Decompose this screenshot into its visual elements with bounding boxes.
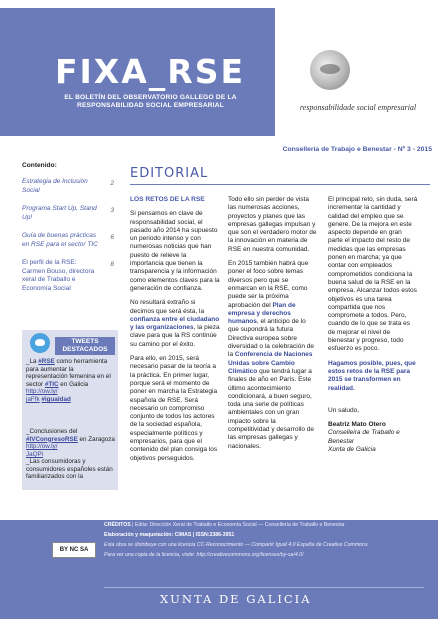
subtitle-line-1: EL BOLETÍN DEL OBSERVATORIO GALLEGO DE LA — [64, 94, 237, 101]
editorial-column-3 — [328, 196, 418, 454]
paragraph: En 2015 también habrá que poner el foco sobre temas diversos pero que se enmarcan en la RSE, como puede ser la próxima aprobación del Plan de empresa y derechos humanos, el anticipo de lo que supondrá la futura Directiva europea sobre diversidad o la celebración de la Conferencia de Naciones Unidas sobre Cambio Climático que tendrá lugar a finales de año en París. Este último acontecimiento condicionará, a buen seguro, toda una serie de políticas ambientales con un gran impacto sobre la competitividad y desarrollo de las empresas gallegas y nacionales. — [228, 260, 314, 450]
paragraph: No resultará extraño si decimos que será ésta, la confianza entre el ciudadano y las organizaciones, la pieza clave para que la RS continúe su camino por el éxito. — [130, 299, 220, 348]
subtitle-line-2: RESPONSABILIDAD SOCIAL EMPRESARIAL — [77, 102, 224, 109]
toc-page: 2 — [110, 180, 114, 187]
contents-heading: Contenido: — [22, 162, 57, 169]
signer-role: Conselleira de Traballo e Benestar — [328, 429, 400, 445]
toc-page: 6 — [110, 234, 114, 241]
rse-logo-text: responsabilidade social empresarial — [299, 103, 417, 112]
paragraph: Para ello, en 2015, será necesario pasar de la teoría a la práctica. En primer lugar, porque será el momento de poner en marcha la Estrategia española de RSE. Será necesario un compromiso conjunto de todos los actores de la sociedad española, especialmente políticos y empresarios, para que el contenido del plan consiga los objetivos perseguidos. — [130, 355, 218, 462]
divider — [104, 587, 424, 588]
toc-label: Programa Start Up, Stand Up! — [22, 205, 97, 221]
toc-item-guia[interactable] — [22, 232, 114, 249]
tweet-url-link[interactable]: jaFfk — [26, 395, 40, 403]
twitter-bird-icon — [30, 333, 50, 353]
publication-subtitle — [38, 94, 263, 110]
publication-title: FIXA_RSE — [54, 52, 246, 91]
greeting: Un saludo, — [328, 406, 360, 414]
tweet-3: _Las consumidoras y consumidores españoles están familiarizados con la — [26, 458, 113, 481]
hashtag-link[interactable]: #TIC — [44, 380, 59, 388]
table-of-contents — [22, 178, 114, 303]
tweet-2 — [26, 428, 116, 458]
tweet-text: en Galicia — [58, 380, 89, 388]
highlight-paragraph: Hagamos posible, pues, que estos retos de la RSE para 2015 se transformen en realidad. — [328, 359, 416, 392]
paragraph: Todo ello sin perder de vista las numerosas acciones, proyectos y planes que las empresas gallegas impulsan y que son el verdadero motor de la innovación en materia de RSE en nuestra comunidad. — [228, 196, 317, 253]
tweet-1 — [26, 358, 116, 404]
tweet-text: en Zaragoza — [77, 435, 115, 443]
toc-label: El perfil de la RSE: Carmen Bouso, directora xeral de Traballo e Economía Social — [22, 259, 95, 292]
signer-name: Beatriz Mato Otero — [328, 421, 386, 429]
hashtag-link[interactable]: #IVCongresoRSE — [26, 435, 78, 443]
tweet-text: como herramienta para aumentar la representación femenina en el sector — [26, 358, 111, 388]
toc-label: Guía de buenas prácticas en RSE para el sector TIC — [22, 232, 98, 248]
rse-logo-icon — [310, 50, 350, 90]
credits-line: Elaboración y maquetación: CIMAS | ISSN:2386-3951 — [104, 532, 235, 538]
masthead — [0, 0, 438, 145]
toc-page: 8 — [110, 261, 114, 268]
organization-logo: XUNTA DE GALICIA — [160, 592, 312, 606]
article-subheading: LOS RETOS DE LA RSE — [130, 196, 205, 203]
hashtag-link[interactable]: #igualdad — [41, 395, 71, 403]
paragraph: Si pensamos en clave de responsabilidad social, el pasado año 2014 ha supuesto un periodo intenso y con numerosas noticias que han puesto de relieve la importancia que tienen la transparencia y la información como elementos claves para la generación de confianza. — [130, 210, 220, 292]
hashtag-link[interactable]: #RSE — [38, 358, 55, 365]
editorial-column-1 — [130, 196, 220, 469]
creative-commons-icon[interactable]: BY NC SA — [52, 542, 96, 558]
tweet-url-link[interactable]: JaQPi — [26, 450, 44, 458]
section-heading-editorial: EDITORIAL — [130, 166, 209, 181]
editorial-column-2 — [228, 196, 318, 457]
tweet-text: _La — [26, 358, 39, 365]
license-line: Esta obra se distribuye con una licencia CC-Reconocimiento — Compartir Igual 4.0 España de Creative Commons — [104, 542, 368, 548]
tweet-text: _Conclusiones del — [26, 428, 78, 435]
credits — [104, 522, 424, 559]
tweet-url-link[interactable]: http://ow.ly/ — [26, 388, 58, 396]
license-url[interactable]: Para ver una copia de la licencia, visite: http://creativecommons.org/licenses/by-sa/4.0/ — [104, 552, 304, 558]
toc-item-inclusion[interactable] — [22, 178, 114, 195]
divider — [130, 184, 430, 185]
issue-info: Consellería de Trabajo e Benestar - Nº 3 - 2015 — [282, 146, 432, 153]
tweets-box — [22, 330, 118, 490]
toc-page: 3 — [110, 207, 114, 214]
tweet-url-link[interactable]: http://ow.ly/ — [26, 443, 58, 451]
credits-line: CRÉDITOS | Edita: Dirección Xeral de Traballo e Economía Social — Consellería de Traballo e Benestar — [104, 522, 345, 528]
tweets-title: TWEETS DESTACADOS — [55, 337, 115, 355]
signer-org: Xunta de Galicia — [328, 446, 376, 454]
toc-label: Estrategia de Inclusión Social — [22, 178, 88, 194]
toc-item-startup[interactable] — [22, 205, 114, 222]
toc-item-perfil[interactable] — [22, 259, 114, 293]
paragraph: El principal reto, sin duda, será incrementar la cantidad y calidad del empleo que se genere. De la mejora en este aspecto depende en gran parte el impacto del resto de medidas que las empresas ponen en marcha; ya que contar con empleados comprometidos condiciona la buena salud de la RSE en la empresa. Alcanzar todos estos objetivos es una tarea compartida que nos compromete a todos. Pero, cuando de lo que se trata es de mejorar el nivel de bienestar y progreso, todo esfuerzo es poco. — [328, 196, 418, 353]
